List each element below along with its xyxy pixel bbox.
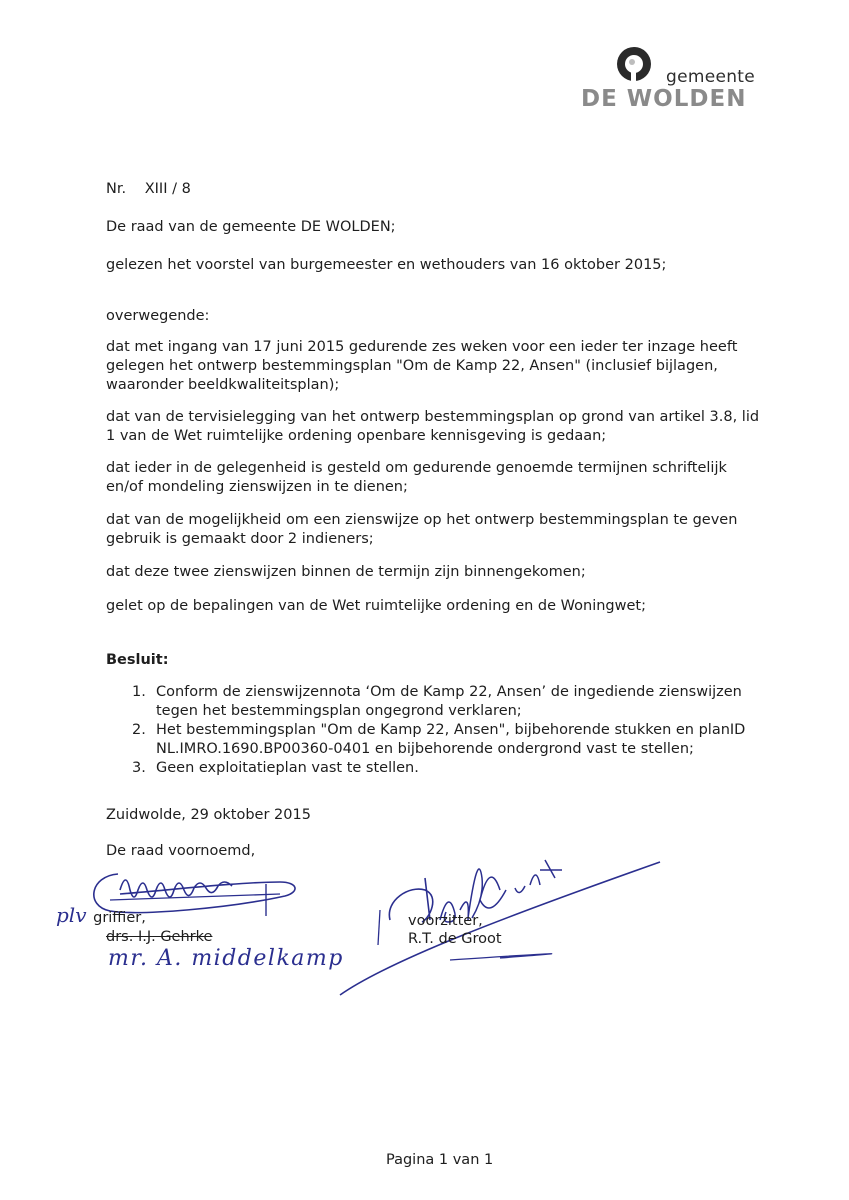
left-signatory-role <box>56 903 146 928</box>
decision-number: 2. <box>132 722 146 738</box>
consideration-6 <box>106 597 766 616</box>
left-signatory-printed-name: drs. I.J. Gehrke <box>106 929 213 945</box>
consideration-line: dat van de mogelijkheid om een zienswijze op het ontwerp bestemmingsplan te geven <box>106 512 738 528</box>
right-signature-icon <box>330 830 680 1000</box>
consideration-line: gelet op de bepalingen van de Wet ruimtelijke ordening en de Woningwet; <box>106 598 646 614</box>
decision-list <box>106 683 766 778</box>
decision-line: tegen het bestemmingsplan ongegrond verklaren; <box>156 703 522 719</box>
read-line: gelezen het voorstel van burgemeester en wethouders van 16 oktober 2015; <box>106 257 667 273</box>
number-label: Nr. <box>106 181 127 197</box>
closing-line: De raad voornoemd, <box>106 843 256 859</box>
decision-line: Geen exploitatieplan vast te stellen. <box>156 760 419 776</box>
decision-number: 3. <box>132 760 146 776</box>
place-date: Zuidwolde, 29 oktober 2015 <box>106 807 311 823</box>
decision-item-1 <box>106 683 766 721</box>
decision-number: 1. <box>132 684 146 700</box>
opening-line: De raad van de gemeente DE WOLDEN; <box>106 219 396 235</box>
considering-heading: overwegende: <box>106 308 210 324</box>
decision-item-3 <box>106 759 766 778</box>
decision-heading: Besluit: <box>106 652 169 668</box>
page-footer: Pagina 1 van 1 <box>386 1152 494 1168</box>
decision-line: NL.IMRO.1690.BP00360-0401 en bijbehorende ondergrond vast te stellen; <box>156 741 694 757</box>
municipality-logo <box>580 44 760 114</box>
right-signatory-role: voorzitter, <box>408 913 483 929</box>
consideration-line: dat van de tervisielegging van het ontwerp bestemmingsplan op grond van artikel 3.8, lid <box>106 409 760 425</box>
logo-text-gemeente: gemeente <box>666 67 756 87</box>
consideration-line: dat ieder in de gelegenheid is gesteld om gedurende genoemde termijnen schriftelijk <box>106 460 727 476</box>
consideration-line: dat met ingang van 17 juni 2015 gedurende zes weken voor een ieder ter inzage heeft <box>106 339 738 355</box>
handwritten-plv: plv <box>56 903 87 927</box>
logo-text-de-wolden: DE WOLDEN <box>581 86 747 112</box>
right-signatory-name: R.T. de Groot <box>408 931 502 947</box>
consideration-line: dat deze twee zienswijzen binnen de termijn zijn binnengekomen; <box>106 564 586 580</box>
document-number <box>106 180 191 199</box>
consideration-4 <box>106 511 766 549</box>
left-signatory-handwritten-name: mr. A. middelkamp <box>108 946 344 971</box>
tree-circle-logo-icon <box>614 44 654 84</box>
consideration-5 <box>106 563 766 582</box>
consideration-line: waaronder beeldkwaliteitsplan); <box>106 377 340 393</box>
decision-line: Het bestemmingsplan "Om de Kamp 22, Ansen", bijbehorende stukken en planID <box>156 722 746 738</box>
consideration-3 <box>106 459 766 497</box>
decision-line: Conform de zienswijzennota ‘Om de Kamp 22, Ansen’ de ingediende zienswijzen <box>156 684 742 700</box>
consideration-1 <box>106 338 766 395</box>
number-value: XIII / 8 <box>144 181 191 197</box>
consideration-line: gebruik is gemaakt door 2 indieners; <box>106 531 374 547</box>
consideration-line: gelegen het ontwerp bestemmingsplan "Om de Kamp 22, Ansen" (inclusief bijlagen, <box>106 358 718 374</box>
consideration-2 <box>106 408 766 446</box>
consideration-line: en/of mondeling zienswijzen in te dienen; <box>106 479 408 495</box>
griffier-label: griffier, <box>93 910 146 926</box>
decision-item-2 <box>106 721 766 759</box>
consideration-line: 1 van de Wet ruimtelijke ordening openbare kennisgeving is gedaan; <box>106 428 607 444</box>
